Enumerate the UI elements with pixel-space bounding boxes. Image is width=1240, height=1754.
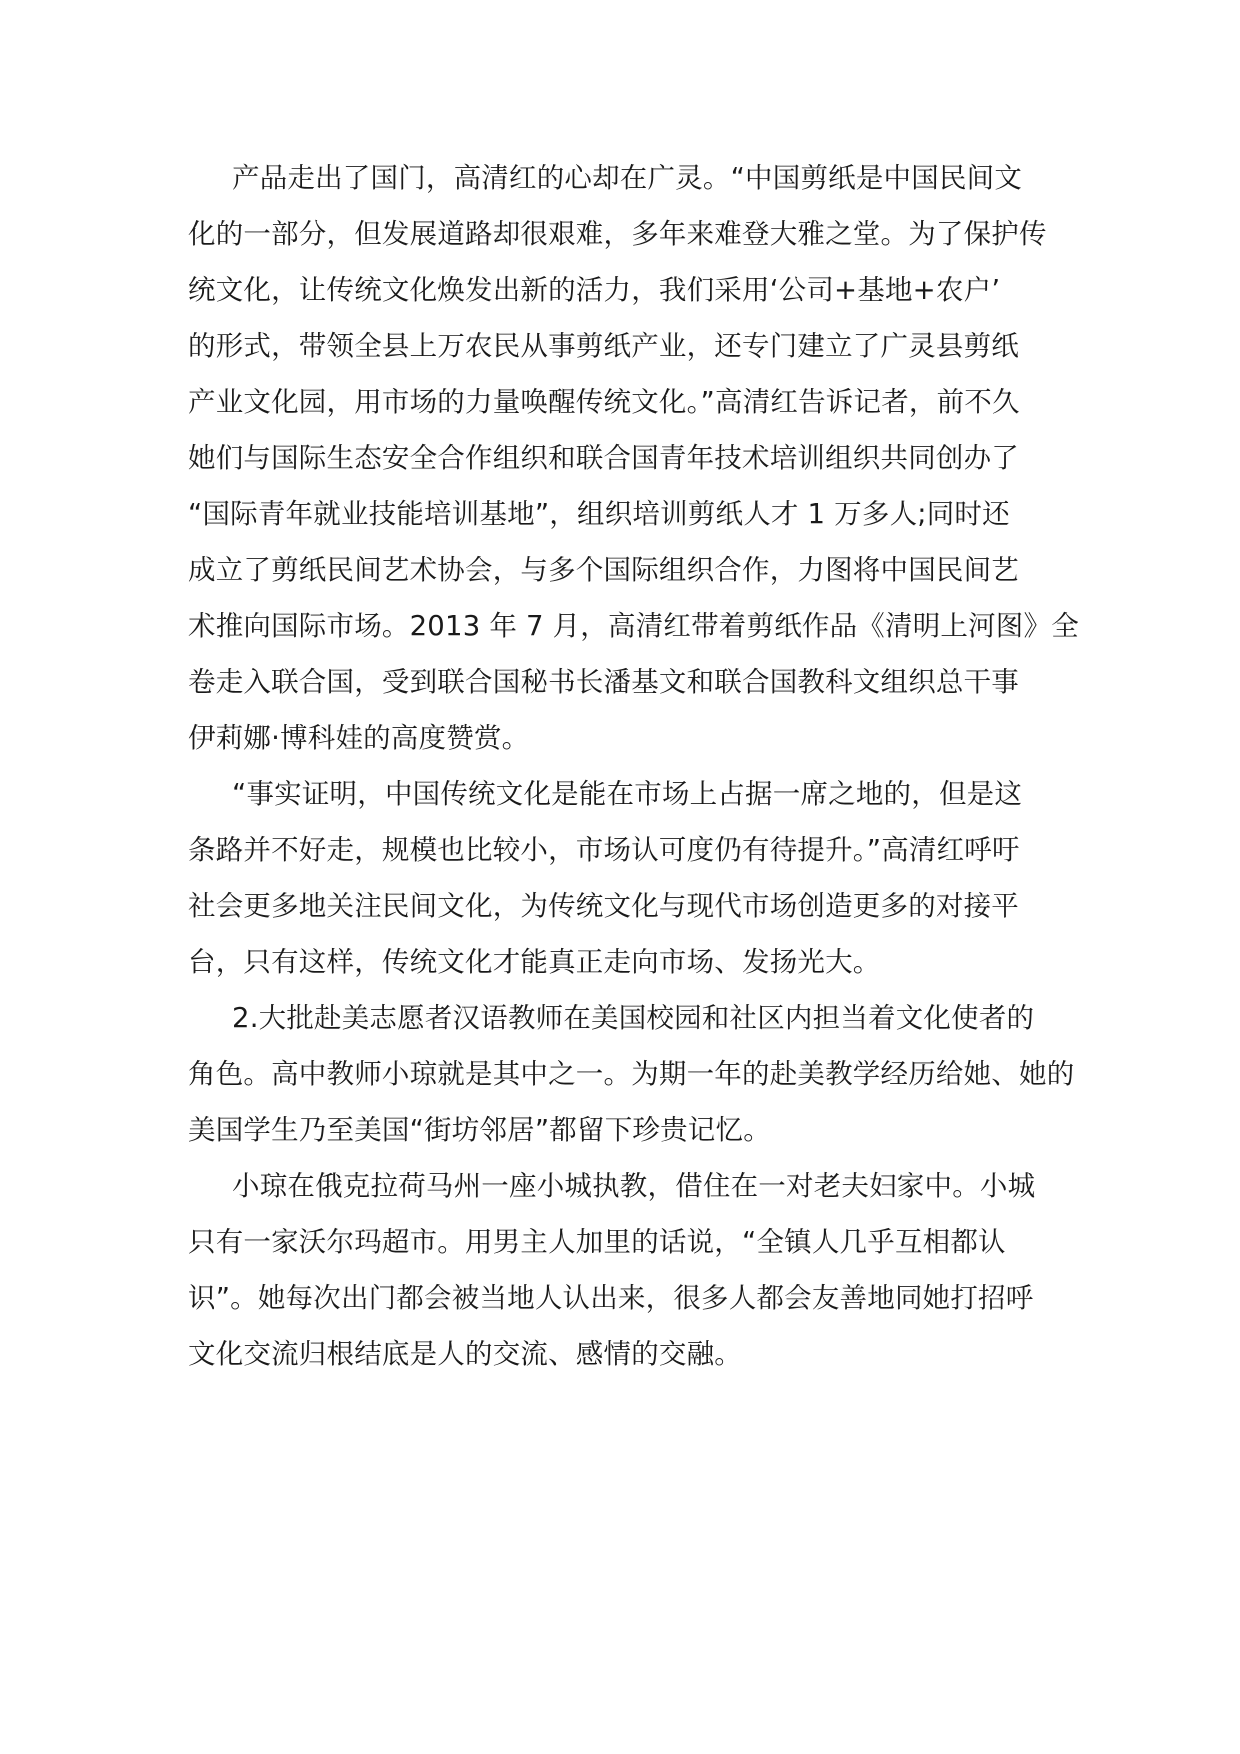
text-line: “国际青年就业技能培训基地”，组织培训剪纸人才 1 万多人;同时还 <box>188 498 1010 530</box>
text-line: 2.大批赴美志愿者汉语教师在美国校园和社区内担当着文化使者的 <box>232 1002 1035 1034</box>
text-line: 识”。她每次出门都会被当地人认出来，很多人都会友善地同她打招呼 <box>188 1282 1034 1314</box>
text-line: 小琼在俄克拉荷马州一座小城执教，借住在一对老夫妇家中。小城 <box>232 1170 1036 1202</box>
text-line: 产业文化园，用市场的力量唤醒传统文化。”高清红告诉记者，前不久 <box>188 386 1020 418</box>
text-line: 统文化，让传统文化焕发出新的活力，我们采用‘公司+基地+农户’ <box>188 274 1001 306</box>
text-line: 产品走出了国门，高清红的心却在广灵。“中国剪纸是中国民间文 <box>232 162 1023 194</box>
text-line: 社会更多地关注民间文化，为传统文化与现代市场创造更多的对接平 <box>188 890 1019 922</box>
text-line: 美国学生乃至美国“街坊邻居”都留下珍贵记忆。 <box>188 1114 771 1146</box>
text-line: 术推向国际市场。2013 年 7 月，高清红带着剪纸作品《清明上河图》全 <box>188 610 1079 642</box>
text-line: 化的一部分，但发展道路却很艰难，多年来难登大雅之堂。为了保护传 <box>188 218 1047 250</box>
text-line: 她们与国际生态安全合作组织和联合国青年技术培训组织共同创办了 <box>188 442 1019 474</box>
text-line: 的形式，带领全县上万农民从事剪纸产业，还专门建立了广灵县剪纸 <box>188 330 1019 362</box>
text-line: 伊莉娜·博科娃的高度赞赏。 <box>188 722 530 754</box>
text-line: 台，只有这样，传统文化才能真正走向市场、发扬光大。 <box>188 946 881 978</box>
text-line: 成立了剪纸民间艺术协会，与多个国际组织合作，力图将中国民间艺 <box>188 554 1019 586</box>
text-line: “事实证明，中国传统文化是能在市场上占据一席之地的，但是这 <box>232 778 1023 810</box>
text-line: 文化交流归根结底是人的交流、感情的交融。 <box>188 1338 742 1370</box>
text-line: 条路并不好走，规模也比较小，市场认可度仍有待提升。”高清红呼吁 <box>188 834 1020 866</box>
text-line: 卷走入联合国，受到联合国秘书长潘基文和联合国教科文组织总干事 <box>188 666 1019 698</box>
text-line: 角色。高中教师小琼就是其中之一。为期一年的赴美教学经历给她、她的 <box>188 1058 1075 1090</box>
text-line: 只有一家沃尔玛超市。用男主人加里的话说，“全镇人几乎互相都认 <box>188 1226 1006 1258</box>
